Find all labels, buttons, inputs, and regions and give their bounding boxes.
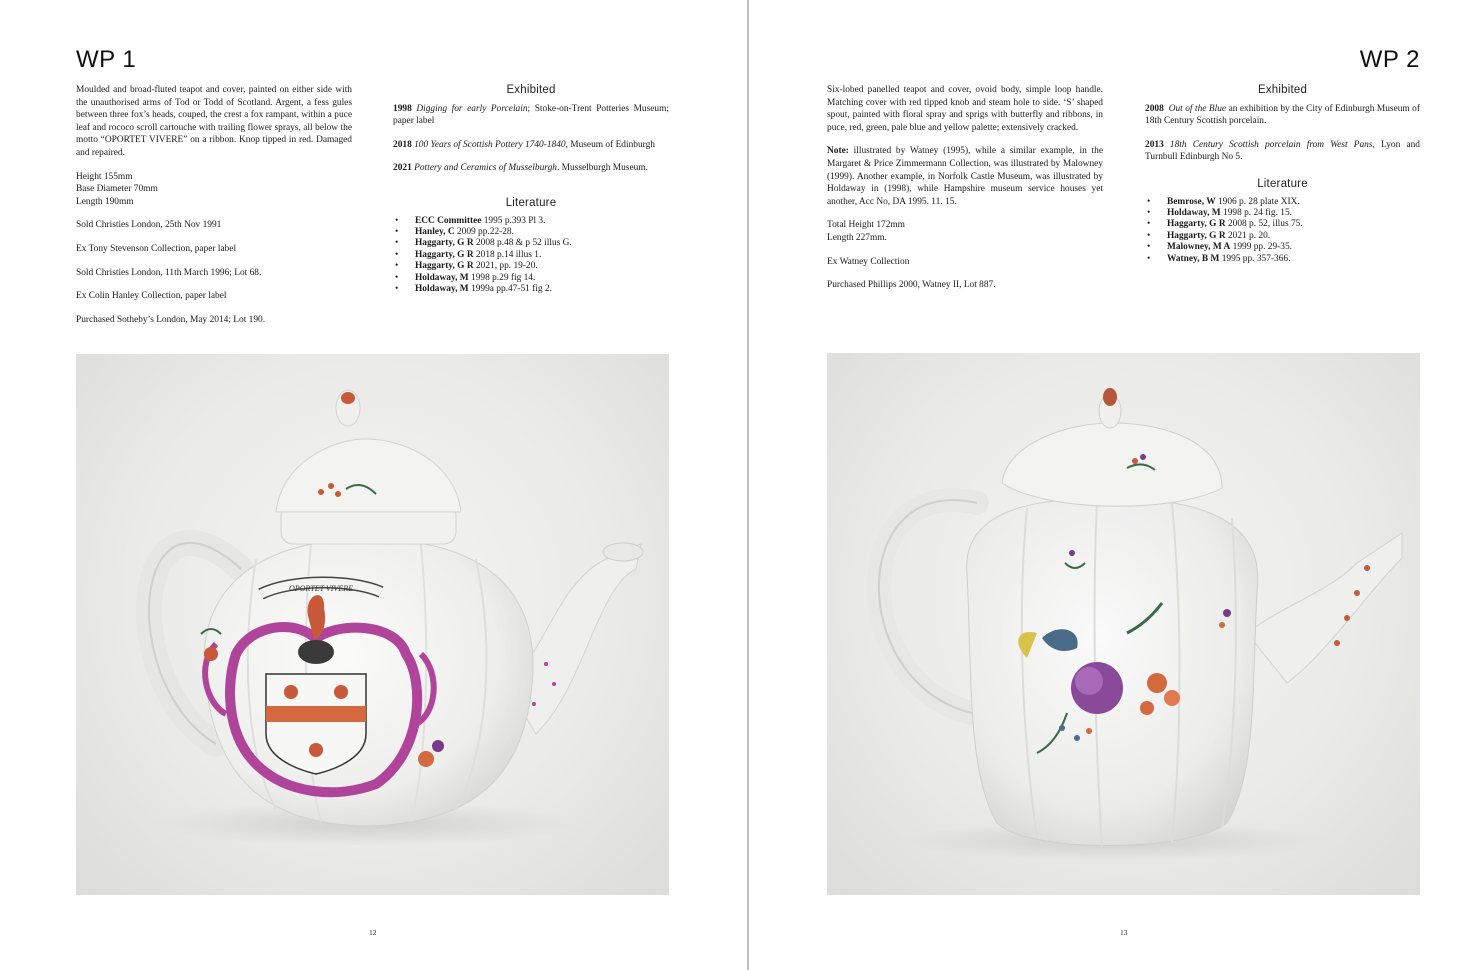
wp1-provenance-item: Ex Tony Stevenson Collection, paper label <box>76 243 237 254</box>
literature-item: • Bemrose, W 1906 p. 28 plate XIX. <box>1145 197 1420 208</box>
wp2-literature-list <box>1145 197 1420 265</box>
literature-item: • Holdaway, M 1998 p.29 fig 14. <box>393 273 669 284</box>
page-number-left: 12 <box>369 928 377 937</box>
wp1-description-column <box>76 84 352 337</box>
literature-item: • Hanley, C 2009 pp.22-28. <box>393 227 669 238</box>
literature-item: • Haggarty, G R 2021, pp. 19-20. <box>393 261 669 272</box>
motto-ribbon-text: OPORTET VIVERE <box>288 584 354 593</box>
wp1-literature-heading: Literature <box>505 196 557 209</box>
literature-item: • ECC Committee 1995 p.393 Pl 3. <box>393 216 669 227</box>
wp1-reference-column <box>393 84 669 295</box>
wp2-note: Note: illustrated by Watney (1995), while a similar example, in the Margaret & Price Zimmermann Collection, was illustrated by Malowney (1999). Another example, in Norfolk Castle Museum, was illustrated by Holdaway in (1998), while Hampshire museum service houses yet another, Acc No, DA 1995. 11. 15. <box>827 146 1103 207</box>
literature-item: • Haggarty, G R 2021 p. 20. <box>1145 231 1420 242</box>
wp2-exhibited-entry: 2008 Out of the Blue an exhibition by the City of Edinburgh Museum of 18th Century Scottish porcelain. <box>1145 103 1420 127</box>
wp1-exhibited-entry: 2018 100 Years of Scottish Pottery 1740-1840, Museum of Edinburgh <box>393 139 655 150</box>
wp1-provenance-item: Sold Christies London, 11th March 1996; Lot 68. <box>76 267 262 278</box>
wp2-reference-column <box>1145 84 1420 265</box>
literature-item: • Watney, B M 1995 pp. 357-366. <box>1145 254 1420 265</box>
wp2-description: Six-lobed panelled teapot and cover, ovoid body, simple loop handle. Matching cover with red tipped knob and steam hole to side. ‘S’ shaped spout, painted with floral spray and sprigs with butterfly and ribbons, in puce, red, green, pale blue and yellow palette; extensively cracked. <box>827 85 1103 133</box>
wp1-height: Height 155mm <box>76 171 133 182</box>
wp1-description: Moulded and broad-fluted teapot and cover, painted on either side with the unauthorised arms of Tod or Todd of Scotland. Argent, a fess gules between three fox’s heads, couped, the crest a fox rampant, within a puce leaf and rococo scroll cartouche with trailing flower sprays, all below the motto “OPORTET VIVERE” on a ribbon. Knop tipped in red. Damaged and repaired. <box>76 85 352 158</box>
wp1-literature-list <box>393 216 669 296</box>
wp1-teapot-photo <box>76 354 669 895</box>
wp1-teapot-illustration <box>76 354 669 895</box>
literature-item: • Haggarty, G R 2018 p.14 illus 1. <box>393 250 669 261</box>
wp2-exhibited-heading: Exhibited <box>1257 84 1308 96</box>
wp2-literature-heading: Literature <box>1257 177 1308 190</box>
wp2-provenance-item: Purchased Phillips 2000, Watney II, Lot 887. <box>827 280 996 291</box>
literature-item: • Holdaway, M 1999a pp.47-51 fig 2. <box>393 284 669 295</box>
catalogue-number-wp1: WP 1 <box>76 46 137 73</box>
wp1-length: Length 190mm <box>76 196 134 207</box>
wp2-provenance-item: Ex Watney Collection <box>827 256 910 267</box>
wp2-exhibited-entry: 2013 18th Century Scottish porcelain from West Pans, Lyon and Turnbull Edinburgh No 5. <box>1145 139 1420 163</box>
wp1-exhibited-entry: 1998 Digging for early Porcelain; Stoke-on-Trent Potteries Museum; paper label <box>393 103 669 127</box>
literature-item: • Malowney, M A 1999 pp. 29-35. <box>1145 242 1420 253</box>
page-number-right: 13 <box>1120 928 1128 937</box>
literature-item: • Holdaway, M 1998 p. 24 fig. 15. <box>1145 208 1420 219</box>
wp2-teapot-illustration <box>827 353 1420 895</box>
wp1-base-diameter: Base Diameter 70mm <box>76 184 158 195</box>
literature-item: • Haggarty, G R 2008 p.48 & p 52 illus G. <box>393 238 669 249</box>
wp2-height: Total Height 172mm <box>827 220 905 231</box>
wp2-description-column <box>827 84 1103 303</box>
wp1-provenance-item: Sold Christies London, 25th Nov 1991 <box>76 220 222 231</box>
wp1-exhibited-entry: 2021 Pottery and Ceramics of Musselburgh. Musselburgh Museum. <box>393 163 648 174</box>
wp1-provenance-item: Ex Colin Hanley Collection, paper label <box>76 291 227 302</box>
wp1-exhibited-heading: Exhibited <box>506 84 556 96</box>
catalogue-number-wp2: WP 2 <box>1359 46 1420 73</box>
wp1-provenance-item: Purchased Sotheby’s London, May 2014; Lot 190. <box>76 314 266 325</box>
literature-item: • Haggarty, G R 2008 p. 52, illus 75. <box>1145 219 1420 230</box>
right-page <box>749 0 1482 970</box>
wp2-teapot-photo <box>827 353 1420 895</box>
wp2-length: Length 227mm. <box>827 232 887 243</box>
